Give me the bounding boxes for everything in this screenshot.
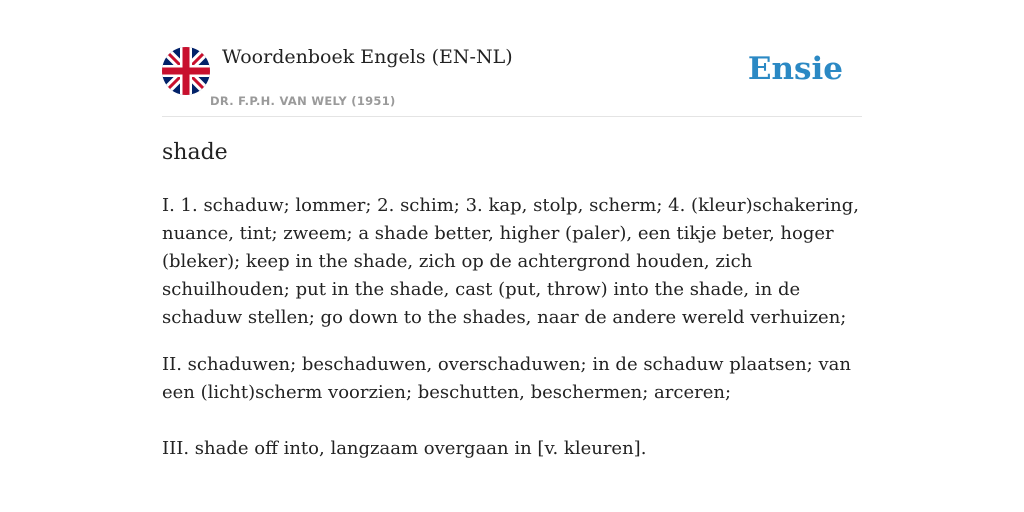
dictionary-author: DR. F.P.H. VAN WELY (1951): [210, 94, 396, 108]
dictionary-title[interactable]: Woordenboek Engels (EN-NL): [222, 46, 513, 68]
definition-3: III. shade off into, langzaam overgaan in [v. kleuren].: [162, 438, 647, 459]
definition-2: II. schaduwen; beschaduwen, overschaduwen; in de schaduw plaatsen; van een (licht)scherm voorzien; beschutten, beschermen; arceren;: [162, 354, 851, 403]
uk-flag-icon: [162, 47, 210, 95]
brand-logo[interactable]: Ensie: [747, 51, 843, 87]
entry-headword: shade: [162, 140, 228, 165]
dictionary-header: [162, 46, 862, 117]
definition-1: I. 1. schaduw; lommer; 2. schim; 3. kap, stolp, scherm; 4. (kleur)schakering, nuance, tint; zweem; a shade better, higher (paler), een tikje beter, hoger (bleker); keep in the shade, zich op de achtergrond houden, zich schuilhouden; put in the shade, cast (put, throw) into the shade, in de schaduw stellen; go down to the shades, naar de andere wereld verhuizen;: [162, 195, 859, 328]
